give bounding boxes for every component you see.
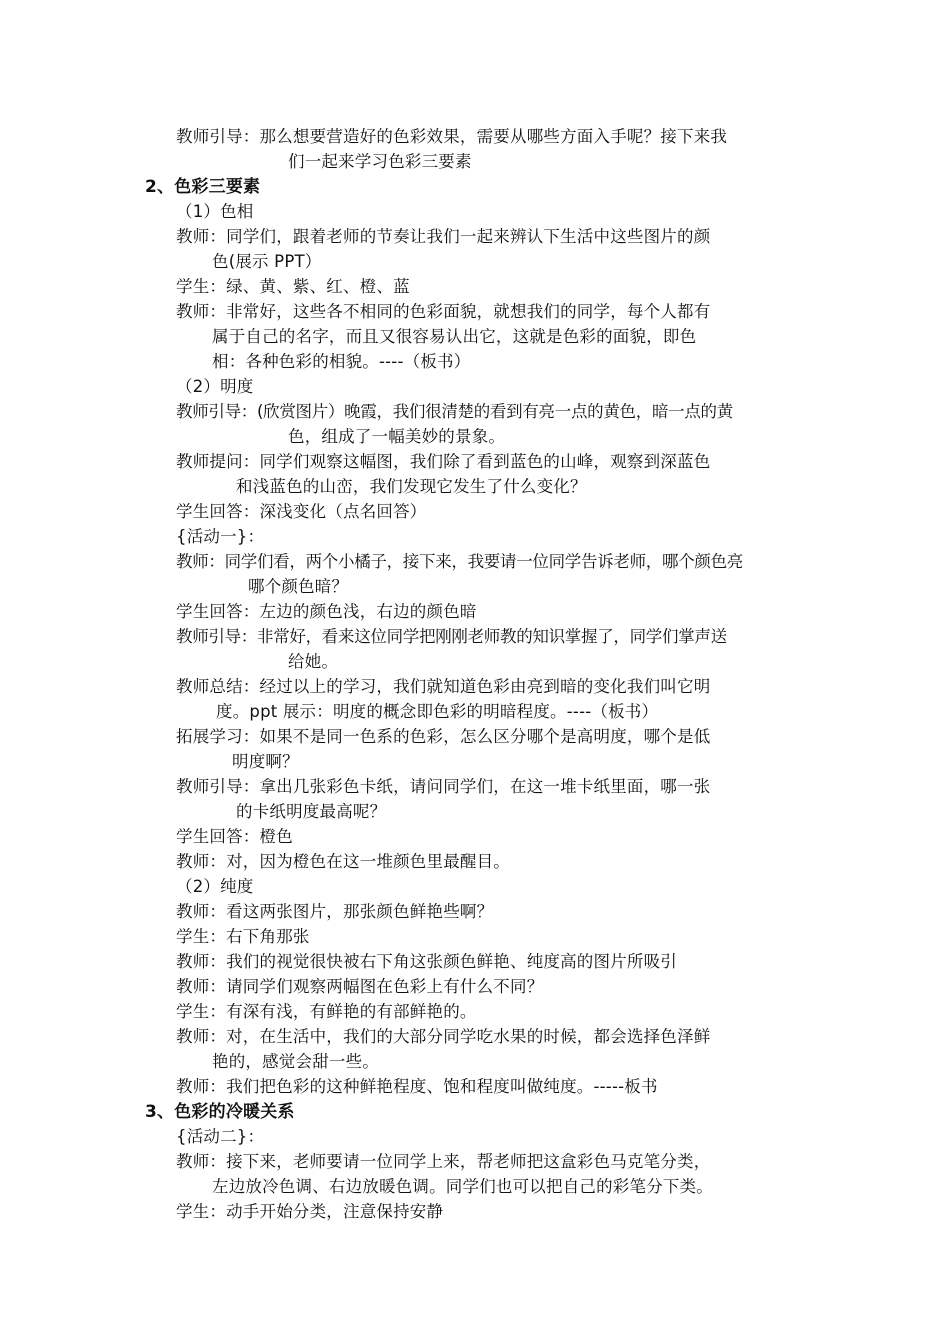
text-line: 艳的，感觉会甜一些。 (212, 1052, 379, 1071)
activity-label: {活动二}： (176, 1127, 265, 1146)
text-line: 学生回答：左边的颜色浅，右边的颜色暗 (176, 602, 477, 621)
text-line: 们一起来学习色彩三要素 (288, 152, 472, 171)
text-line: 和浅蓝色的山峦，我们发现它发生了什么变化？ (236, 477, 587, 496)
text-line: 哪个颜色暗？ (248, 577, 349, 596)
text-line: 教师引导：拿出几张彩色卡纸，请问同学们，在这一堆卡纸里面，哪一张 (176, 777, 711, 796)
text-line: 属于自己的名字，而且又很容易认出它，这就是色彩的面貌，即色 (212, 327, 697, 346)
text-line: 学生：有深有浅，有鲜艳的有部鲜艳的。 (176, 1002, 477, 1021)
text-line: 度。ppt 展示：明度的概念即色彩的明暗程度。----（板书） (216, 702, 659, 721)
text-line: 教师：我们的视觉很快被右下角这张颜色鲜艳、纯度高的图片所吸引 (176, 952, 677, 971)
text-line: 教师：我们把色彩的这种鲜艳程度、饱和程度叫做纯度。-----板书 (176, 1077, 658, 1096)
text-line: 教师总结：经过以上的学习，我们就知道色彩由亮到暗的变化我们叫它明 (176, 677, 711, 696)
text-line: 教师：同学们，跟着老师的节奏让我们一起来辨认下生活中这些图片的颜 (176, 227, 711, 246)
text-line: 学生：动手开始分类，注意保持安静 (176, 1202, 444, 1221)
text-line: 教师提问：同学们观察这幅图，我们除了看到蓝色的山峰，观察到深蓝色 (176, 452, 711, 471)
text-line: 教师引导：非常好，看来这位同学把刚刚老师教的知识掌握了，同学们掌声送 (176, 627, 727, 646)
subsection-heading: （1）色相 (176, 202, 254, 221)
text-line: 色，组成了一幅美妙的景象。 (288, 427, 506, 446)
text-line: 给她。 (288, 652, 339, 671)
text-line: 学生：绿、黄、紫、红、橙、蓝 (176, 277, 410, 296)
text-line: 教师：看这两张图片，那张颜色鲜艳些啊？ (176, 902, 494, 921)
section-heading: 3、色彩的冷暖关系 (145, 1102, 295, 1122)
subsection-heading: （2）明度 (176, 377, 254, 396)
text-line: 教师：对，在生活中，我们的大部分同学吃水果的时候，都会选择色泽鲜 (176, 1027, 711, 1046)
section-heading: 2、色彩三要素 (145, 177, 261, 197)
text-line: 教师引导：那么想要营造好的色彩效果，需要从哪些方面入手呢？接下来我 (176, 127, 728, 146)
text-line: 教师：请同学们观察两幅图在色彩上有什么不同？ (176, 977, 544, 996)
text-line: 左边放冷色调、右边放暖色调。同学们也可以把自己的彩笔分下类。 (212, 1177, 713, 1196)
text-line: 教师引导：(欣赏图片）晚霞，我们很清楚的看到有亮一点的黄色，暗一点的黄 (176, 402, 733, 421)
text-line: 拓展学习：如果不是同一色系的色彩，怎么区分哪个是高明度，哪个是低 (176, 727, 711, 746)
activity-label: {活动一}： (176, 527, 265, 546)
text-line: 学生回答：橙色 (176, 827, 293, 846)
text-line: 教师：非常好，这些各不相同的色彩面貌，就想我们的同学，每个人都有 (176, 302, 711, 321)
subsection-heading: （2）纯度 (176, 877, 254, 896)
text-line: 的卡纸明度最高呢？ (236, 802, 387, 821)
text-line: 学生回答：深浅变化（点名回答） (176, 502, 427, 521)
text-line: 学生：右下角那张 (176, 927, 310, 946)
text-line: 明度啊？ (232, 752, 299, 771)
text-line: 教师：同学们看，两个小橘子，接下来，我要请一位同学告诉老师，哪个颜色亮 (176, 552, 744, 571)
text-line: 教师：接下来，老师要请一位同学上来，帮老师把这盒彩色马克笔分类， (176, 1152, 711, 1171)
text-line: 相：各种色彩的相貌。----（板书） (212, 352, 471, 371)
text-line: 教师：对，因为橙色在这一堆颜色里最醒目。 (176, 852, 510, 871)
text-line: 色(展示 PPT） (212, 252, 322, 271)
